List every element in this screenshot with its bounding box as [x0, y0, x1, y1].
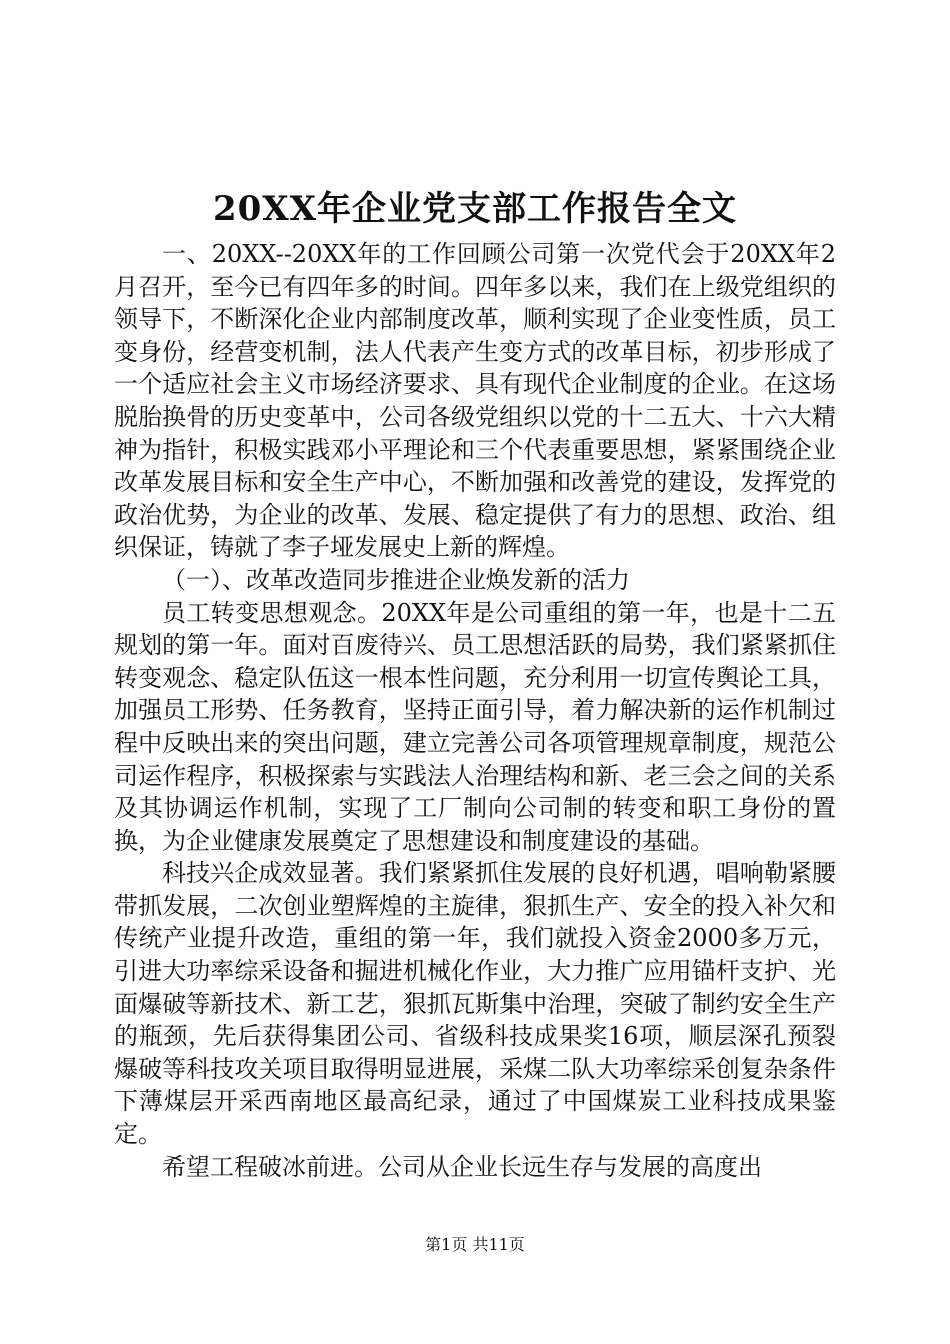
paragraph-mindset: 员工转变思想观念。20XX年是公司重组的第一年，也是十二五规划的第一年。面对百废待兴、员工思想活跃的局势，我们紧紧抓住转变观念、稳定队伍这一根本性问题，充分利用一切宣传舆论工具，加强员工形势、任务教育，坚持正面引导，着力解决新的运作机制过程中反映出来的突出问题，建立完善公司各项管理规章制度，规范公司运作程序，积极探索与实践法人治理结构和新、老三会之间的关系及其协调运作机制，实现了工厂制向公司制的转变和职工身份的置换，为企业健康发展奠定了思想建设和制度建设的基础。	[114, 598, 836, 855]
paragraph-review: 一、20XX--20XX年的工作回顾公司第一次党代会于20XX年2月召开，至今已有四年多的时间。四年多以来，我们在上级党组织的领导下，不断深化企业内部制度改革，顺利实现了企业变性质，员工变身份，经营变机制，法人代表产生变方式的改革目标，初步形成了一个适应社会主义市场经济要求、具有现代企业制度的企业。在这场脱胎换骨的历史变革中，公司各级党组织以党的十二五大、十六大精神为指针，积极实践邓小平理论和三个代表重要思想，紧紧围绕企业改革发展目标和安全生产中心，不断加强和改善党的建设，发挥党的政治优势，为企业的改革、发展、稳定提供了有力的思想、政治、组织保证，铸就了李子垭发展史上新的辉煌。	[114, 240, 836, 562]
document-title: 20XX年企业党支部工作报告全文	[212, 189, 738, 229]
document-body	[114, 238, 836, 1183]
paragraph-hope-project: 希望工程破冰前进。公司从企业长远生存与发展的高度出	[162, 1152, 762, 1181]
paragraph-technology: 科技兴企成效显著。我们紧紧抓住发展的良好机遇，唱响勒紧腰带抓发展，二次创业塑辉煌的主旋律，狠抓生产、安全的投入补欠和传统产业提升改造，重组的第一年，我们就投入资金2000多万元，引进大功率综采设备和掘进机械化作业，大力推广应用锚杆支护、光面爆破等新技术、新工艺，狠抓瓦斯集中治理，突破了制约安全生产的瓶颈，先后获得集团公司、省级科技成果奖16项，顺层深孔预裂爆破等科技攻关项目取得明显进展，采煤二队大功率综采创复杂条件下薄煤层开采西南地区最高纪录，通过了中国煤炭工业科技成果鉴定。	[114, 859, 836, 1149]
section-heading: （一）、改革改造同步推进企业焕发新的活力	[162, 565, 630, 594]
page-footer: 第1页 共11页	[425, 1235, 525, 1254]
